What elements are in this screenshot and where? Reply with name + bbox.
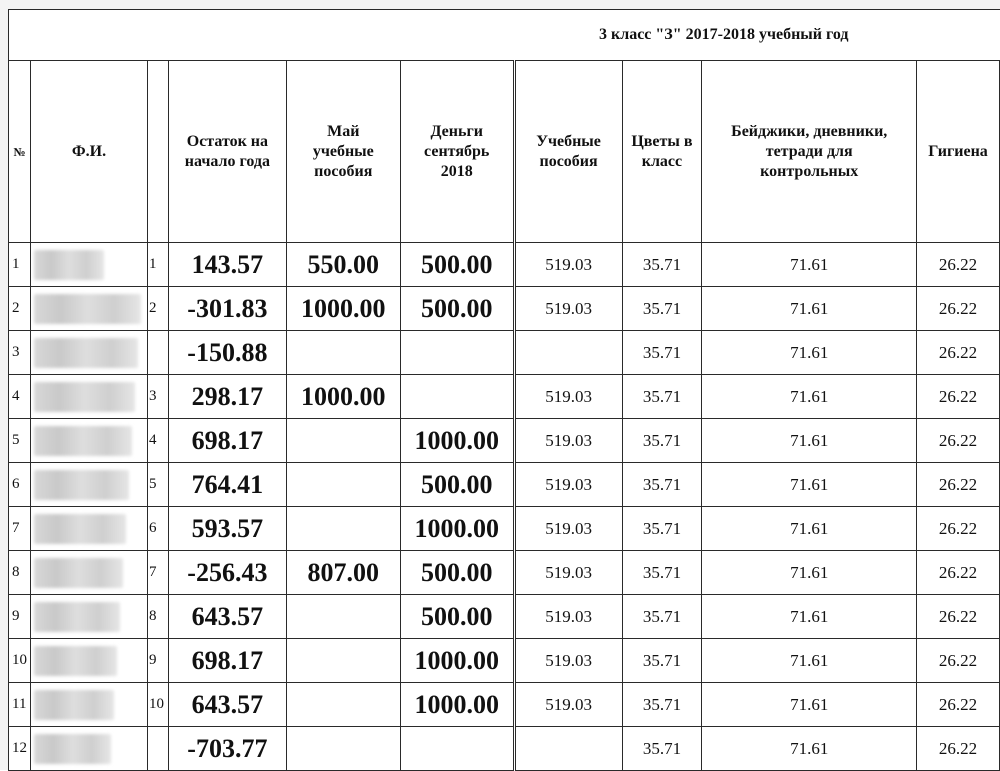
cell-badges: 71.61 [702,331,917,375]
cell-flowers: 35.71 [622,551,702,595]
cell-textbooks: 519.03 [514,595,622,639]
cell-money-september: 500.00 [400,551,514,595]
cell-number: 11 [9,683,31,727]
cell-number: 8 [9,551,31,595]
cell-money-september: 1000.00 [400,419,514,463]
cell-hygiene: 26.22 [917,331,1000,375]
cell-fio-redacted [30,463,147,507]
cell-hygiene: 26.22 [917,727,1000,771]
cell-index: 3 [147,375,168,419]
cell-textbooks: 519.03 [514,419,622,463]
cell-hygiene: 26.22 [917,243,1000,287]
table-row [9,331,1000,375]
cell-may [286,419,400,463]
cell-textbooks: 519.03 [514,287,622,331]
header-money-september: Деньги сентябрь 2018 [400,61,514,243]
cell-balance: 143.57 [168,243,286,287]
header-may: Май учебные пособия [286,61,400,243]
cell-textbooks: 519.03 [514,243,622,287]
cell-textbooks [514,727,622,771]
cell-number: 4 [9,375,31,419]
cell-index: 6 [147,507,168,551]
cell-balance: 643.57 [168,683,286,727]
cell-fio-redacted [30,243,147,287]
header-number: № [9,61,31,243]
table-row [9,683,1000,727]
redacted-name-blur [34,646,117,676]
header-textbooks: Учебные пособия [514,61,622,243]
cell-may [286,463,400,507]
cell-badges: 71.61 [702,727,917,771]
header-hygiene: Гигиена [917,61,1000,243]
cell-hygiene: 26.22 [917,375,1000,419]
cell-balance: 698.17 [168,639,286,683]
cell-number: 7 [9,507,31,551]
table-row [9,727,1000,771]
cell-badges: 71.61 [702,551,917,595]
cell-textbooks: 519.03 [514,683,622,727]
cell-flowers: 35.71 [622,331,702,375]
table-row [9,551,1000,595]
cell-fio-redacted [30,683,147,727]
cell-fio-redacted [30,331,147,375]
cell-fio-redacted [30,419,147,463]
header-fio: Ф.И. [30,61,147,243]
cell-hygiene: 26.22 [917,639,1000,683]
cell-may [286,727,400,771]
cell-index: 7 [147,551,168,595]
cell-fio-redacted [30,287,147,331]
cell-may [286,595,400,639]
cell-number: 10 [9,639,31,683]
cell-balance: -301.83 [168,287,286,331]
header-index [147,61,168,243]
cell-flowers: 35.71 [622,287,702,331]
table-body [9,243,1000,771]
cell-flowers: 35.71 [622,507,702,551]
cell-number: 5 [9,419,31,463]
cell-may [286,331,400,375]
cell-may: 807.00 [286,551,400,595]
cell-badges: 71.61 [702,375,917,419]
cell-hygiene: 26.22 [917,419,1000,463]
cell-fio-redacted [30,375,147,419]
table-row [9,639,1000,683]
cell-index: 10 [147,683,168,727]
cell-balance: 298.17 [168,375,286,419]
cell-index [147,331,168,375]
cell-badges: 71.61 [702,683,917,727]
cell-badges: 71.61 [702,287,917,331]
cell-money-september: 1000.00 [400,507,514,551]
cell-money-september: 1000.00 [400,639,514,683]
cell-index [147,727,168,771]
cell-hygiene: 26.22 [917,595,1000,639]
cell-index: 1 [147,243,168,287]
redacted-name-blur [34,294,141,324]
cell-index: 9 [147,639,168,683]
redacted-name-blur [34,558,123,588]
cell-fio-redacted [30,551,147,595]
table-row [9,375,1000,419]
cell-may: 550.00 [286,243,400,287]
cell-balance: 764.41 [168,463,286,507]
table-row [9,507,1000,551]
cell-textbooks: 519.03 [514,463,622,507]
cell-textbooks: 519.03 [514,507,622,551]
redacted-name-blur [34,338,138,368]
redacted-name-blur [34,426,132,456]
cell-flowers: 35.71 [622,683,702,727]
header-row [9,61,1000,243]
table-row [9,463,1000,507]
cell-may: 1000.00 [286,375,400,419]
cell-index: 4 [147,419,168,463]
cell-money-september: 500.00 [400,463,514,507]
cell-flowers: 35.71 [622,463,702,507]
cell-money-september: 500.00 [400,595,514,639]
cell-flowers: 35.71 [622,727,702,771]
cell-flowers: 35.71 [622,639,702,683]
cell-badges: 71.61 [702,595,917,639]
cell-money-september [400,727,514,771]
cell-may [286,683,400,727]
cell-index: 8 [147,595,168,639]
cell-hygiene: 26.22 [917,463,1000,507]
table-row [9,243,1000,287]
cell-textbooks [514,331,622,375]
redacted-name-blur [34,514,126,544]
cell-badges: 71.61 [702,507,917,551]
cell-hygiene: 26.22 [917,551,1000,595]
cell-money-september [400,331,514,375]
table-title: 3 класс "З" 2017-2018 учебный год [9,10,1000,61]
cell-money-september: 500.00 [400,243,514,287]
header-balance: Остаток на начало года [168,61,286,243]
redacted-name-blur [34,602,120,632]
cell-number: 9 [9,595,31,639]
cell-badges: 71.61 [702,243,917,287]
redacted-name-blur [34,250,104,280]
redacted-name-blur [34,734,111,764]
redacted-name-blur [34,470,129,500]
cell-balance: 643.57 [168,595,286,639]
cell-flowers: 35.71 [622,419,702,463]
cell-flowers: 35.71 [622,243,702,287]
cell-number: 6 [9,463,31,507]
cell-balance: 698.17 [168,419,286,463]
cell-fio-redacted [30,727,147,771]
cell-index: 2 [147,287,168,331]
cell-index: 5 [147,463,168,507]
table-row [9,287,1000,331]
cell-badges: 71.61 [702,639,917,683]
cell-flowers: 35.71 [622,595,702,639]
cell-number: 3 [9,331,31,375]
cell-number: 2 [9,287,31,331]
cell-hygiene: 26.22 [917,683,1000,727]
class-funds-table [8,9,1000,771]
cell-fio-redacted [30,507,147,551]
cell-balance: -150.88 [168,331,286,375]
header-badges: Бейджики, дневники, тетради для контрольных [702,61,917,243]
cell-hygiene: 26.22 [917,507,1000,551]
cell-textbooks: 519.03 [514,639,622,683]
table-row [9,419,1000,463]
cell-textbooks: 519.03 [514,551,622,595]
cell-may [286,507,400,551]
cell-may [286,639,400,683]
cell-balance: -256.43 [168,551,286,595]
cell-badges: 71.61 [702,463,917,507]
cell-balance: -703.77 [168,727,286,771]
cell-money-september [400,375,514,419]
header-flowers: Цветы в класс [622,61,702,243]
cell-fio-redacted [30,595,147,639]
redacted-name-blur [34,690,114,720]
cell-money-september: 1000.00 [400,683,514,727]
redacted-name-blur [34,382,135,412]
cell-balance: 593.57 [168,507,286,551]
cell-number: 1 [9,243,31,287]
cell-hygiene: 26.22 [917,287,1000,331]
cell-money-september: 500.00 [400,287,514,331]
cell-fio-redacted [30,639,147,683]
cell-may: 1000.00 [286,287,400,331]
cell-flowers: 35.71 [622,375,702,419]
table-row [9,595,1000,639]
cell-textbooks: 519.03 [514,375,622,419]
cell-number: 12 [9,727,31,771]
cell-badges: 71.61 [702,419,917,463]
